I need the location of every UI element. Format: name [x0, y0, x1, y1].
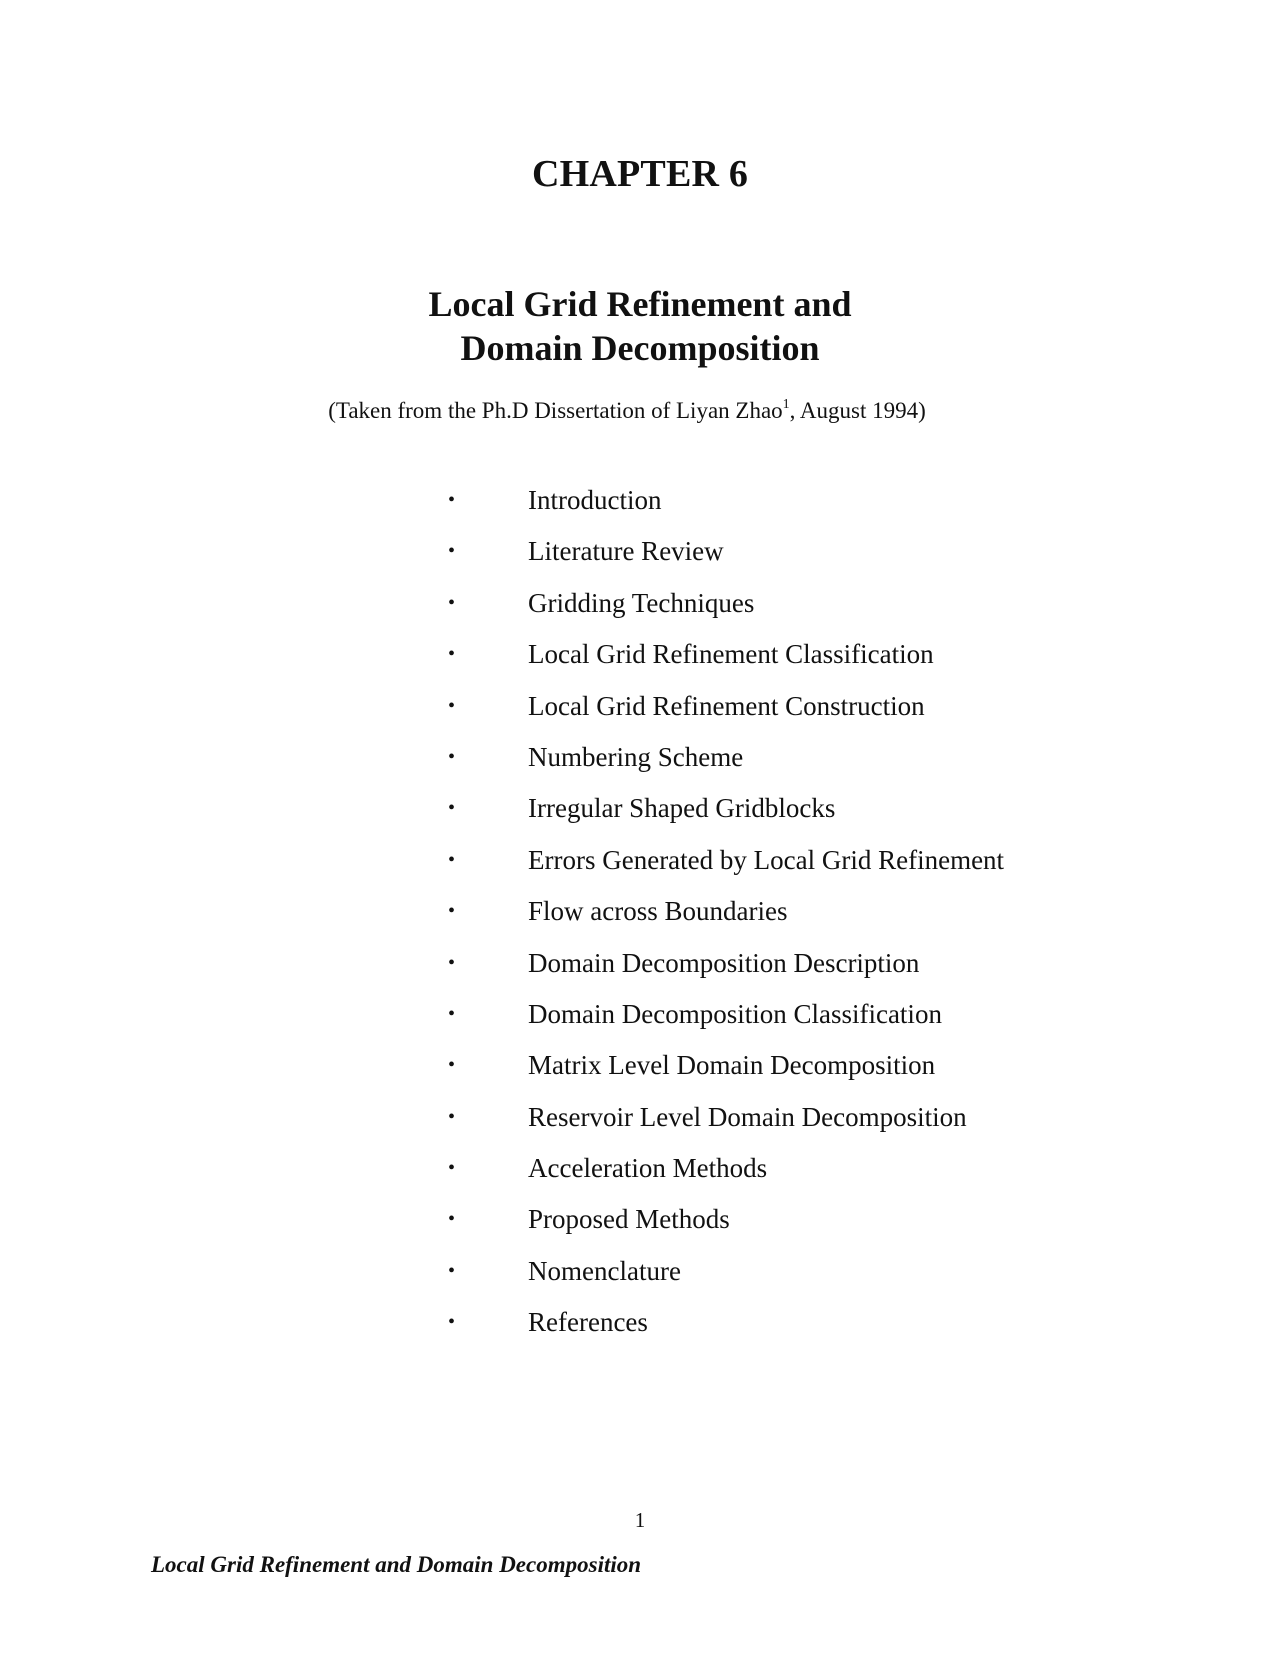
bullet-icon: • [448, 694, 456, 717]
bullet-icon: • [448, 489, 456, 511]
contents-item [448, 739, 1004, 790]
bullet-icon: • [448, 1311, 456, 1334]
document-title-line-1: Local Grid Refinement and [428, 284, 852, 324]
contents-list [448, 482, 1004, 1356]
source-note [0, 396, 1254, 426]
source-note-date: , August 1994) [789, 398, 926, 423]
contents-item-label: Proposed Methods [528, 1204, 730, 1235]
contents-item [448, 945, 1004, 996]
contents-item-label: Irregular Shaped Gridblocks [528, 793, 836, 824]
contents-item-label: Reservoir Level Domain Decomposition [528, 1101, 967, 1132]
contents-item-label: Local Grid Refinement Construction [528, 690, 925, 721]
contents-item-label: Numbering Scheme [528, 741, 744, 772]
contents-item-label: Nomenclature [528, 1255, 681, 1286]
contents-item-label: Flow across Boundaries [528, 896, 788, 927]
contents-item-label: Introduction [528, 485, 662, 515]
bullet-icon: • [448, 1105, 456, 1128]
document-title [0, 282, 1280, 370]
bullet-icon: • [448, 591, 456, 614]
bullet-icon: • [448, 643, 456, 666]
contents-item [448, 1304, 1004, 1355]
contents-item [448, 1150, 1004, 1201]
bullet-icon: • [448, 540, 456, 563]
bullet-icon: • [448, 951, 456, 974]
running-footer: Local Grid Refinement and Domain Decomposition [151, 1552, 642, 1577]
contents-item [448, 585, 1004, 636]
bullet-icon: • [448, 900, 456, 923]
contents-item [448, 1253, 1004, 1304]
bullet-icon: • [448, 1054, 456, 1077]
contents-item [448, 790, 1004, 841]
chapter-heading: CHAPTER 6 [531, 153, 749, 195]
document-title-line-2: Domain Decomposition [460, 328, 820, 368]
contents-item-label: Literature Review [528, 536, 724, 567]
contents-item-label: Errors Generated by Local Grid Refinement [528, 844, 1005, 875]
contents-item [448, 893, 1004, 944]
contents-item [448, 482, 1004, 533]
contents-item-label: Matrix Level Domain Decomposition [528, 1050, 936, 1081]
contents-item [448, 533, 1004, 584]
footnote-marker: 1 [782, 397, 790, 412]
contents-item-label: Acceleration Methods [528, 1153, 768, 1184]
contents-item [448, 636, 1004, 687]
contents-item [448, 1047, 1004, 1098]
bullet-icon: • [448, 1208, 456, 1231]
bullet-icon: • [448, 1002, 456, 1025]
bullet-icon: • [448, 848, 456, 871]
bullet-icon: • [448, 1259, 456, 1282]
contents-item-label: Local Grid Refinement Classification [528, 639, 934, 670]
contents-item-label: Domain Decomposition Description [528, 947, 920, 978]
contents-item [448, 1099, 1004, 1150]
contents-item [448, 996, 1004, 1047]
bullet-icon: • [448, 797, 456, 820]
contents-item [448, 1201, 1004, 1252]
contents-item-label: References [528, 1307, 648, 1338]
bullet-icon: • [448, 745, 456, 768]
bullet-icon: • [448, 1157, 456, 1180]
contents-item [448, 688, 1004, 739]
contents-item-label: Gridding Techniques [528, 587, 755, 618]
contents-item [448, 842, 1004, 893]
contents-item-label: Domain Decomposition Classification [528, 998, 942, 1029]
source-note-text: (Taken from the Ph.D Dissertation of Liyan Zhao [328, 398, 783, 423]
page-number: 1 [634, 1508, 646, 1532]
